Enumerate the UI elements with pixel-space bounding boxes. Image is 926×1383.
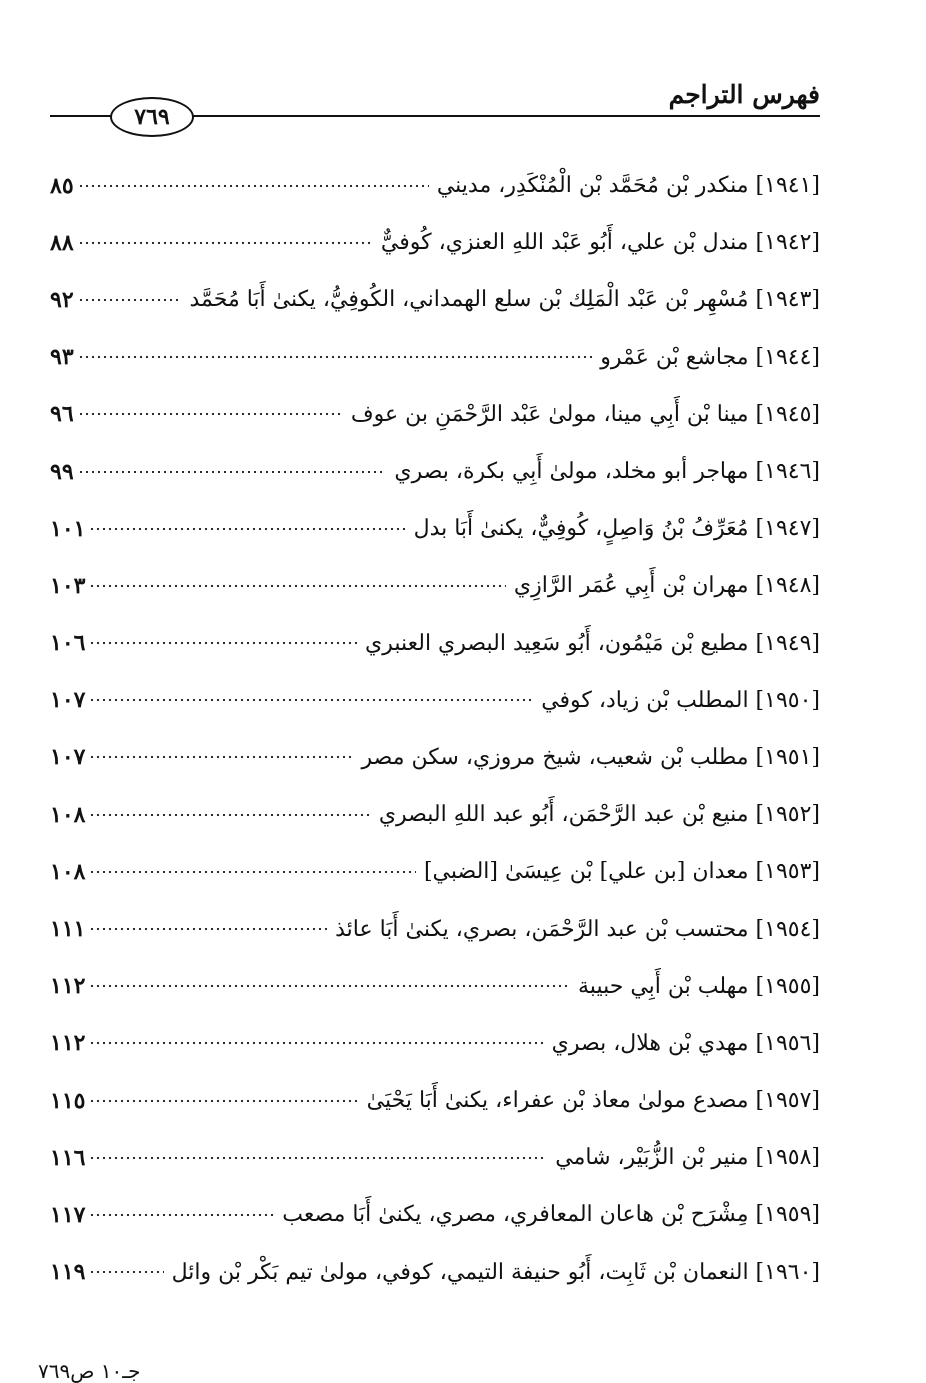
dot-leader (89, 1260, 163, 1284)
index-entry (50, 557, 820, 614)
entry-text: [١٩٥٦] مهدي بْن هلال، بصري (551, 1030, 820, 1056)
entry-page: ١١٢ (50, 1030, 86, 1057)
index-entry (50, 271, 820, 328)
entry-text: [١٩٤٩] مطيع بْن مَيْمُون، أَبُو سَعِيد البصري العنبري (365, 630, 820, 656)
dot-leader (89, 917, 327, 941)
dot-leader (78, 231, 373, 255)
entry-text: [١٩٤٨] مهران بْن أَبِي عُمَر الرَّازِي (513, 573, 820, 599)
index-entry (50, 843, 820, 900)
entry-page: ٩٢ (50, 286, 74, 313)
page-header (50, 68, 820, 128)
dot-leader (89, 803, 370, 827)
dot-leader (89, 688, 533, 712)
page-number-badge: ٧٦٩ (110, 97, 194, 137)
dot-leader (89, 745, 353, 769)
dot-leader (89, 1146, 547, 1170)
entry-page: ٩٩ (50, 458, 74, 485)
entry-text: [١٩٥٥] مهلب بْن أَبِي حبيبة (578, 973, 820, 999)
entry-page: ١١١ (50, 916, 86, 943)
dot-leader (89, 1203, 274, 1227)
entry-text: [١٩٥١] مطلب بْن شعيب، شيخ مروزي، سكن مصر (361, 744, 820, 770)
index-entry (50, 329, 820, 386)
index-entry (50, 1072, 820, 1129)
dot-leader (89, 1031, 543, 1055)
entry-text: [١٩٤١] منكدر بْن مُحَمَّد بْن الْمُنْكَدِر، مديني (436, 173, 820, 199)
entry-text: [١٩٤٤] مجاشع بْن عَمْرو (600, 344, 820, 370)
dot-leader (78, 174, 429, 198)
page-title: فهرس التراجم (668, 80, 820, 109)
entry-page: ١٠٧ (50, 744, 86, 771)
entry-text: [١٩٤٥] مينا بْن أَبِي مينا، مولىٰ عَبْد الرَّحْمَنِ بن عوف (350, 401, 820, 427)
index-entry (50, 157, 820, 214)
entry-text: [١٩٤٢] مندل بْن علي، أَبُو عَبْد اللهِ العنزي، كُوفيٌّ (380, 230, 820, 256)
entry-text: [١٩٥٠] المطلب بْن زياد، كوفي (541, 687, 820, 713)
dot-leader (89, 517, 405, 541)
dot-leader (89, 574, 505, 598)
entry-text: [١٩٥٣] معدان [بن علي] بْن عِيسَىٰ [الضبي] (423, 859, 820, 885)
entry-text: [١٩٤٧] مُعَرِّفُ بْنُ وَاصِلٍ، كُوفِيٌّ، يكنىٰ أَبَا بدل (413, 516, 820, 542)
entry-page: ١٠٨ (50, 858, 86, 885)
dot-leader (78, 460, 387, 484)
entry-page: ١١٢ (50, 973, 86, 1000)
index-entry (50, 214, 820, 271)
entry-text: [١٩٤٣] مُسْهِر بْن عَبْد الْمَلِك بْن سلع الهمداني، الكُوفِيُّ، يكنىٰ أَبَا مُحَمَّد (189, 287, 820, 313)
entry-page: ١٠١ (50, 515, 86, 542)
index-entry (50, 1186, 820, 1243)
entry-page: ٨٨ (50, 229, 74, 256)
entry-page: ١٠٨ (50, 801, 86, 828)
entry-text: [١٩٥٧] مصدع مولىٰ معاذ بْن عفراء، يكنىٰ أَبَا يَحْيَىٰ (366, 1088, 820, 1114)
entry-page: ١١٥ (50, 1087, 86, 1114)
index-entry (50, 500, 820, 557)
dot-leader (89, 1089, 358, 1113)
dot-leader (78, 288, 182, 312)
index-entry (50, 386, 820, 443)
index-entry (50, 900, 820, 957)
entry-page: ٩٣ (50, 344, 74, 371)
entry-text: [١٩٦٠] النعمان بْن ثَابِت، أَبُو حنيفة التيمي، كوفي، مولىٰ تيم بَكْر بْن وائل (171, 1259, 820, 1285)
entry-text: [١٩٥٤] محتسب بْن عبد الرَّحْمَن، بصري، يكنىٰ أَبَا عائذ (335, 916, 820, 942)
entry-page: ٩٦ (50, 401, 74, 428)
entry-page: ١٠٣ (50, 572, 86, 599)
index-entry (50, 1244, 820, 1301)
dot-leader (78, 402, 343, 426)
index-entry (50, 615, 820, 672)
index-entry (50, 958, 820, 1015)
entry-page: ١٠٦ (50, 630, 86, 657)
index-entry (50, 1015, 820, 1072)
dot-leader (78, 345, 593, 369)
entry-text: [١٩٥٨] منير بْن الزُّبَيْر، شامي (555, 1145, 820, 1171)
entry-text: [١٩٤٦] مهاجر أبو مخلد، مولىٰ أَبِي بكرة، بصري (394, 459, 820, 485)
index-entry (50, 729, 820, 786)
index-entry (50, 672, 820, 729)
index-entry (50, 1129, 820, 1186)
entry-text: [١٩٥٩] مِشْرَح بْن هاعان المعافري، مصري، يكنىٰ أَبَا مصعب (282, 1202, 820, 1228)
index-entry (50, 443, 820, 500)
dot-leader (89, 860, 416, 884)
entry-page: ٨٥ (50, 172, 74, 199)
entry-page: ١١٦ (50, 1144, 86, 1171)
entry-text: [١٩٥٢] منيع بْن عبد الرَّحْمَن، أَبُو عبد اللهِ البصري (378, 802, 820, 828)
index-entries (50, 157, 820, 1301)
dot-leader (89, 631, 357, 655)
dot-leader (89, 974, 570, 998)
entry-page: ١١٩ (50, 1259, 86, 1286)
page-footer: جـ١٠ ص٧٦٩ (38, 1359, 141, 1383)
index-entry (50, 786, 820, 843)
entry-page: ١١٧ (50, 1201, 86, 1228)
entry-page: ١٠٧ (50, 687, 86, 714)
